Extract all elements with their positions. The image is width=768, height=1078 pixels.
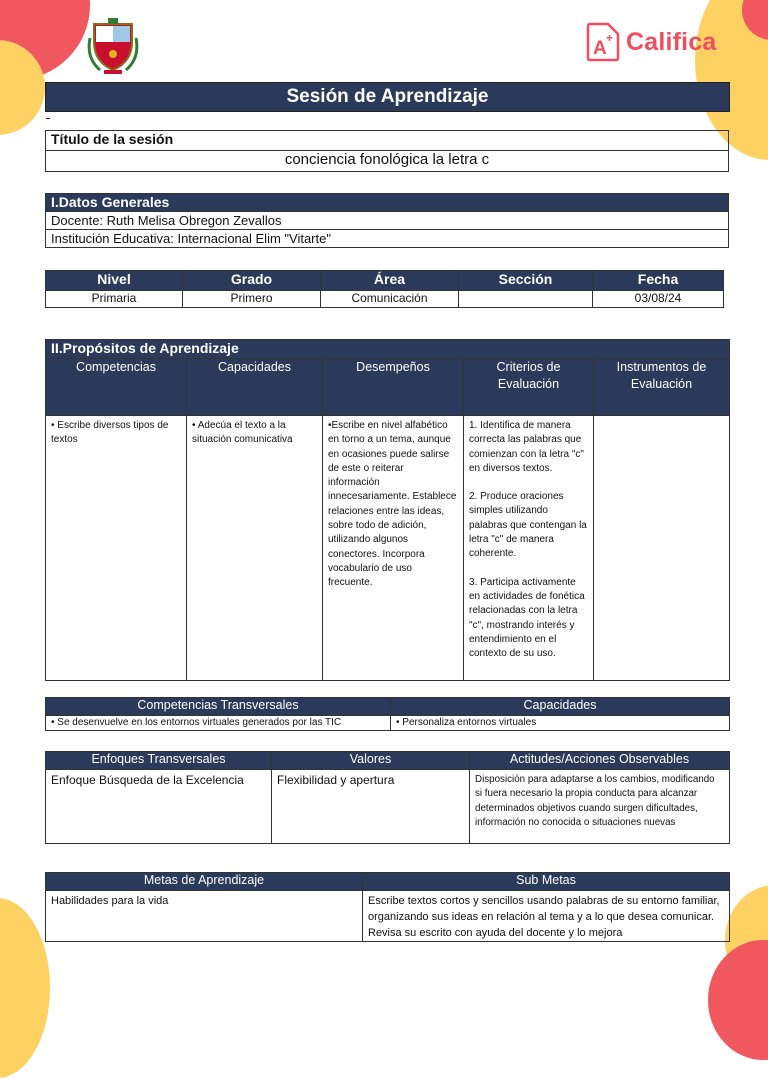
learning-purposes-table xyxy=(45,339,730,681)
attitudes-header: Actitudes/Acciones Observables xyxy=(470,752,730,770)
page-title: Sesión de Aprendizaje xyxy=(45,82,730,112)
values-header: Valores xyxy=(272,752,470,770)
section-header: Sección xyxy=(459,271,593,291)
brand-icon-letter: A xyxy=(593,38,607,59)
capacities-cell: • Adecúa el texto a la situación comunicativa xyxy=(187,416,323,681)
learning-goals-table xyxy=(45,872,730,942)
capacities-header: Capacidades xyxy=(187,359,323,416)
transversal-competencies-header: Competencias Transversales xyxy=(46,698,391,716)
performances-header: Desempeños xyxy=(323,359,464,416)
criterion-item: 1. Identifica de manera correcta las palabras que comienzan con la letra "c" en diversos textos. xyxy=(469,420,584,474)
grade-header: Grado xyxy=(183,271,321,291)
session-title-table xyxy=(45,130,729,172)
performances-cell: •Escribe en nivel alfabético en torno a un tema, aunque en ocasiones puede salirse de este o reiterar información innecesariamente. Establece relaciones entre las ideas, sobre todo de adición, utilizando algunos conectores. Incorpora vocabulario de uso frecuente. xyxy=(323,416,464,681)
divider xyxy=(46,118,50,119)
level-value: Primaria xyxy=(46,291,183,308)
institution-field: Institución Educativa: Internacional Elim "Vitarte" xyxy=(46,230,729,248)
area-value: Comunicación xyxy=(321,291,459,308)
section-value xyxy=(459,291,593,308)
transversal-capacities-header: Capacidades xyxy=(391,698,730,716)
svg-text:+: + xyxy=(606,31,614,45)
criteria-header: Criterios de Evaluación xyxy=(464,359,594,416)
area-header: Área xyxy=(321,271,459,291)
grade-value: Primero xyxy=(183,291,321,308)
session-title-value: conciencia fonológica la letra c xyxy=(46,151,729,172)
a-plus-icon xyxy=(586,22,620,62)
transversal-competency-cell: • Se desenvuelve en los entornos virtuales generados por las TIC xyxy=(46,716,391,731)
general-data-heading: I.Datos Generales xyxy=(46,194,729,212)
decor-blob-red-bottom-right xyxy=(708,940,768,1060)
goal-cell: Habilidades para la vida xyxy=(46,891,363,942)
criterion-item: 3. Participa activamente en actividades de fonética relacionadas con la letra "c", mostrando interés y entendimiento en el contexto de su uso. xyxy=(469,576,585,660)
instruments-cell xyxy=(594,416,730,681)
criteria-cell xyxy=(464,416,594,681)
transversal-competencies-table xyxy=(45,697,730,731)
competencies-cell: • Escribe diversos tipos de textos xyxy=(46,416,187,681)
date-header: Fecha xyxy=(593,271,724,291)
value-cell: Flexibilidad y apertura xyxy=(272,770,470,844)
competencies-header: Competencias xyxy=(46,359,187,416)
teacher-field: Docente: Ruth Melisa Obregon Zevallos xyxy=(46,212,729,230)
instruments-header: Instrumentos de Evaluación xyxy=(594,359,730,416)
attitudes-cell: Disposición para adaptarse a los cambios, modificando si fuera necesario la propia conducta para alcanzar determinados objetivos cuando surgen dificultades, información no conocida o situaciones nuevas xyxy=(470,770,730,844)
transversal-approaches-table xyxy=(45,751,730,844)
approaches-header: Enfoques Transversales xyxy=(46,752,272,770)
criterion-item: 2. Produce oraciones simples utilizando palabras que contengan la letra "c" de manera coherente. xyxy=(469,491,587,560)
peru-crest-icon xyxy=(86,18,140,76)
level-table xyxy=(45,270,724,308)
session-title-label: Título de la sesión xyxy=(46,131,729,151)
goals-header: Metas de Aprendizaje xyxy=(46,873,363,891)
decor-blob-yellow-bottom-left xyxy=(0,898,50,1078)
subgoal-cell: Escribe textos cortos y sencillos usando palabras de su entorno familiar, organizando sus ideas en relación al tema y a lo que desea comunicar. Revisa su escrito con ayuda del docente y lo mejora xyxy=(363,891,730,942)
level-header: Nivel xyxy=(46,271,183,291)
subgoals-header: Sub Metas xyxy=(363,873,730,891)
general-data-table xyxy=(45,193,729,248)
date-value: 03/08/24 xyxy=(593,291,724,308)
califica-brand xyxy=(586,20,717,64)
learning-purposes-heading: II.Propósitos de Aprendizaje xyxy=(46,340,730,359)
brand-name: Califica xyxy=(626,27,717,56)
approach-cell: Enfoque Búsqueda de la Excelencia xyxy=(46,770,272,844)
transversal-capacity-cell: • Personaliza entornos virtuales xyxy=(391,716,730,731)
